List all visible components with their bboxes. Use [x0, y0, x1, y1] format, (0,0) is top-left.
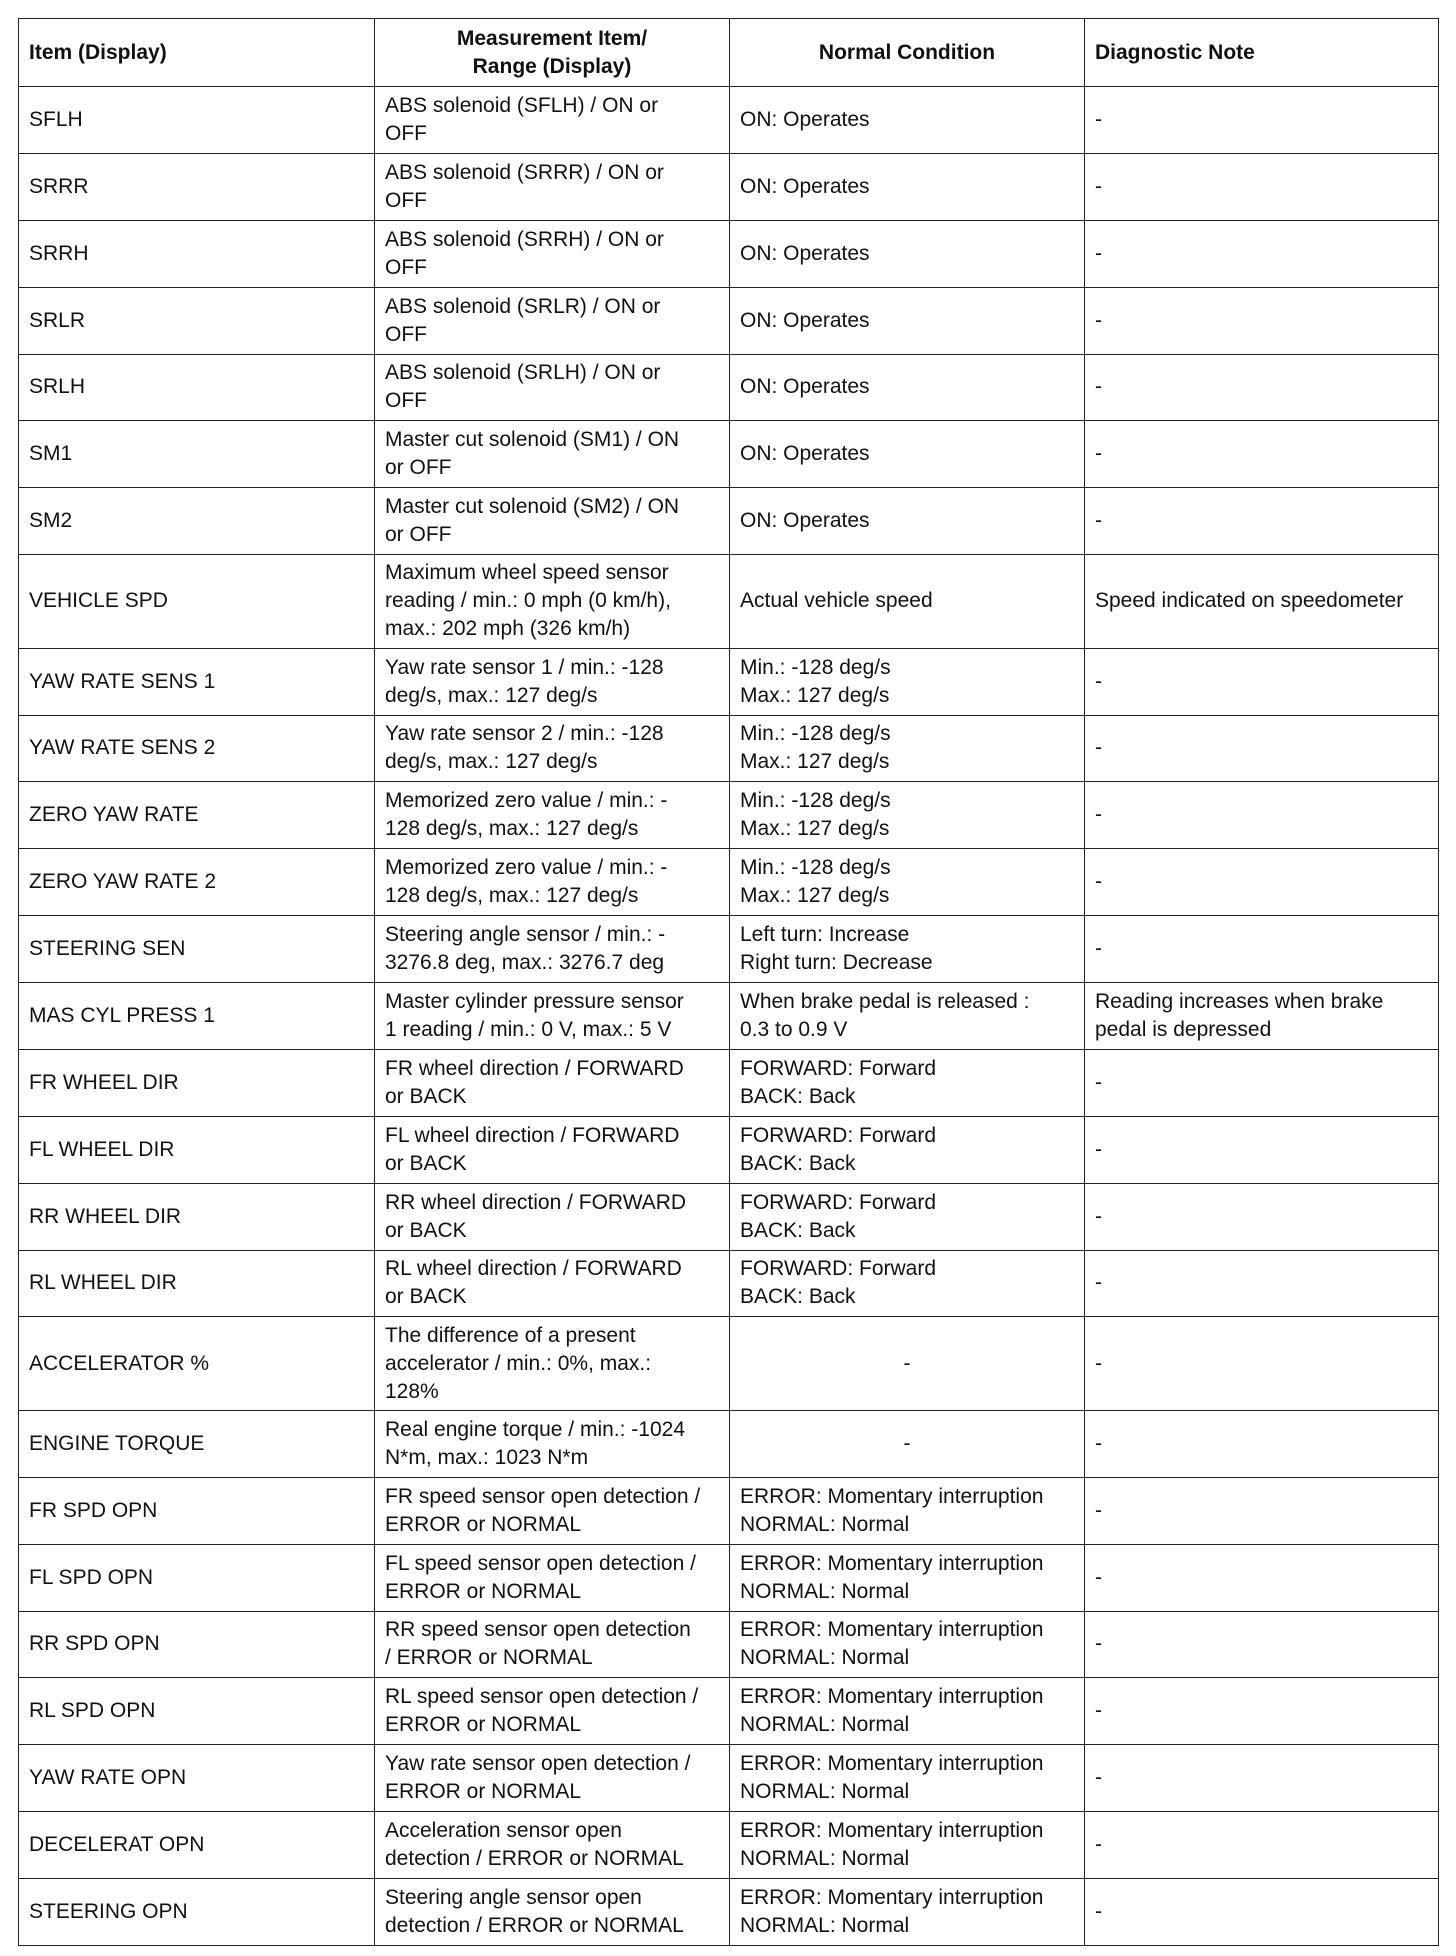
diagnostic-note-cell: - [1085, 1879, 1439, 1946]
item-cell: RR SPD OPN [19, 1611, 375, 1678]
diagnostic-note-cell: - [1085, 87, 1439, 154]
measurement-cell: Acceleration sensor open detection / ERROR or NORMAL [375, 1812, 730, 1879]
item-cell: STEERING SEN [19, 916, 375, 983]
normal-condition-cell: When brake pedal is released : 0.3 to 0.9 V [730, 983, 1085, 1050]
item-cell: RR WHEEL DIR [19, 1183, 375, 1250]
item-cell: YAW RATE SENS 1 [19, 648, 375, 715]
normal-condition-cell: ON: Operates [730, 220, 1085, 287]
table-row [19, 782, 1439, 849]
measurement-cell: Steering angle sensor / min.: - 3276.8 deg, max.: 3276.7 deg [375, 916, 730, 983]
measurement-cell: Maximum wheel speed sensor reading / min.: 0 mph (0 km/h), max.: 202 mph (326 km/h) [375, 555, 730, 649]
normal-condition-cell: FORWARD: Forward BACK: Back [730, 1049, 1085, 1116]
item-cell: FL SPD OPN [19, 1544, 375, 1611]
table-body [19, 87, 1439, 1946]
diagnostic-note-cell: - [1085, 916, 1439, 983]
diagnostic-note-cell: Reading increases when brake pedal is depressed [1085, 983, 1439, 1050]
table-row [19, 849, 1439, 916]
item-cell: FR SPD OPN [19, 1477, 375, 1544]
table-row [19, 1812, 1439, 1879]
normal-condition-cell: Actual vehicle speed [730, 555, 1085, 649]
item-cell: FR WHEEL DIR [19, 1049, 375, 1116]
normal-condition-cell: ON: Operates [730, 354, 1085, 421]
diagnostic-note-cell: - [1085, 782, 1439, 849]
table-row [19, 1049, 1439, 1116]
item-cell: ZERO YAW RATE [19, 782, 375, 849]
header-diagnostic-note: Diagnostic Note [1085, 19, 1439, 87]
table-row [19, 1410, 1439, 1477]
measurement-cell: The difference of a present accelerator / min.: 0%, max.: 128% [375, 1317, 730, 1411]
measurement-cell: ABS solenoid (SFLH) / ON or OFF [375, 87, 730, 154]
diagnostic-note-cell: - [1085, 421, 1439, 488]
item-cell: RL WHEEL DIR [19, 1250, 375, 1317]
diagnostic-note-cell: - [1085, 354, 1439, 421]
measurement-cell: Master cut solenoid (SM2) / ON or OFF [375, 488, 730, 555]
table-row [19, 555, 1439, 649]
item-cell: SFLH [19, 87, 375, 154]
measurement-cell: FL wheel direction / FORWARD or BACK [375, 1116, 730, 1183]
measurement-cell: Memorized zero value / min.: - 128 deg/s, max.: 127 deg/s [375, 782, 730, 849]
normal-condition-cell: ERROR: Momentary interruption NORMAL: Normal [730, 1544, 1085, 1611]
measurement-cell: Real engine torque / min.: -1024 N*m, max.: 1023 N*m [375, 1410, 730, 1477]
normal-condition-cell: FORWARD: Forward BACK: Back [730, 1116, 1085, 1183]
measurement-cell: RR wheel direction / FORWARD or BACK [375, 1183, 730, 1250]
table-row [19, 287, 1439, 354]
table-row [19, 220, 1439, 287]
table-row [19, 1745, 1439, 1812]
item-cell: RL SPD OPN [19, 1678, 375, 1745]
normal-condition-cell: ON: Operates [730, 87, 1085, 154]
table-row [19, 916, 1439, 983]
measurement-cell: RL speed sensor open detection / ERROR or NORMAL [375, 1678, 730, 1745]
diagnostic-note-cell: Speed indicated on speedometer [1085, 555, 1439, 649]
item-cell: SM1 [19, 421, 375, 488]
normal-condition-cell: Min.: -128 deg/s Max.: 127 deg/s [730, 648, 1085, 715]
item-cell: ENGINE TORQUE [19, 1410, 375, 1477]
diagnostic-note-cell: - [1085, 849, 1439, 916]
item-cell: YAW RATE SENS 2 [19, 715, 375, 782]
table-row [19, 488, 1439, 555]
item-cell: SRLH [19, 354, 375, 421]
diagnostic-note-cell: - [1085, 1812, 1439, 1879]
table-row [19, 1544, 1439, 1611]
table-row [19, 1678, 1439, 1745]
normal-condition-cell: ERROR: Momentary interruption NORMAL: Normal [730, 1812, 1085, 1879]
measurement-cell: Master cut solenoid (SM1) / ON or OFF [375, 421, 730, 488]
item-cell: SRLR [19, 287, 375, 354]
diagnostic-note-cell: - [1085, 1745, 1439, 1812]
diagnostic-note-cell: - [1085, 153, 1439, 220]
measurement-cell: Steering angle sensor open detection / ERROR or NORMAL [375, 1879, 730, 1946]
normal-condition-cell: ERROR: Momentary interruption NORMAL: Normal [730, 1745, 1085, 1812]
item-cell: VEHICLE SPD [19, 555, 375, 649]
measurement-cell: ABS solenoid (SRLR) / ON or OFF [375, 287, 730, 354]
normal-condition-cell: Min.: -128 deg/s Max.: 127 deg/s [730, 849, 1085, 916]
diagnostic-note-cell: - [1085, 1678, 1439, 1745]
normal-condition-cell: ON: Operates [730, 287, 1085, 354]
table-row [19, 1116, 1439, 1183]
diagnostic-note-cell: - [1085, 1544, 1439, 1611]
header-item: Item (Display) [19, 19, 375, 87]
measurement-cell: ABS solenoid (SRRH) / ON or OFF [375, 220, 730, 287]
diagnostic-note-cell: - [1085, 1250, 1439, 1317]
normal-condition-cell: - [730, 1410, 1085, 1477]
measurement-cell: Yaw rate sensor 1 / min.: -128 deg/s, max.: 127 deg/s [375, 648, 730, 715]
table-row [19, 983, 1439, 1050]
measurement-cell: Yaw rate sensor open detection / ERROR or NORMAL [375, 1745, 730, 1812]
measurement-cell: ABS solenoid (SRRR) / ON or OFF [375, 153, 730, 220]
table-row [19, 354, 1439, 421]
measurement-cell: FR speed sensor open detection / ERROR or NORMAL [375, 1477, 730, 1544]
table-row [19, 1317, 1439, 1411]
diagnostic-note-cell: - [1085, 1049, 1439, 1116]
measurement-cell: FR wheel direction / FORWARD or BACK [375, 1049, 730, 1116]
table-row [19, 1879, 1439, 1946]
diagnostic-note-cell: - [1085, 648, 1439, 715]
table-row [19, 1183, 1439, 1250]
normal-condition-cell: Min.: -128 deg/s Max.: 127 deg/s [730, 782, 1085, 849]
measurement-cell: RR speed sensor open detection / ERROR or NORMAL [375, 1611, 730, 1678]
normal-condition-cell: ON: Operates [730, 488, 1085, 555]
diagnostic-note-cell: - [1085, 1611, 1439, 1678]
header-normal-condition: Normal Condition [730, 19, 1085, 87]
diagnostic-note-cell: - [1085, 1410, 1439, 1477]
diagnostic-note-cell: - [1085, 287, 1439, 354]
item-cell: DECELERAT OPN [19, 1812, 375, 1879]
table-row [19, 87, 1439, 154]
measurement-cell: FL speed sensor open detection / ERROR or NORMAL [375, 1544, 730, 1611]
normal-condition-cell: Min.: -128 deg/s Max.: 127 deg/s [730, 715, 1085, 782]
diagnostic-note-cell: - [1085, 1317, 1439, 1411]
table-row [19, 648, 1439, 715]
measurement-cell: Memorized zero value / min.: - 128 deg/s, max.: 127 deg/s [375, 849, 730, 916]
normal-condition-cell: ON: Operates [730, 421, 1085, 488]
table-row [19, 715, 1439, 782]
item-cell: SRRH [19, 220, 375, 287]
measurement-cell: Master cylinder pressure sensor 1 reading / min.: 0 V, max.: 5 V [375, 983, 730, 1050]
measurement-cell: Yaw rate sensor 2 / min.: -128 deg/s, max.: 127 deg/s [375, 715, 730, 782]
measurement-cell: RL wheel direction / FORWARD or BACK [375, 1250, 730, 1317]
diagnostic-note-cell: - [1085, 715, 1439, 782]
item-cell: MAS CYL PRESS 1 [19, 983, 375, 1050]
normal-condition-cell: ERROR: Momentary interruption NORMAL: Normal [730, 1879, 1085, 1946]
normal-condition-cell: Left turn: Increase Right turn: Decrease [730, 916, 1085, 983]
diagnostic-note-cell: - [1085, 488, 1439, 555]
item-cell: FL WHEEL DIR [19, 1116, 375, 1183]
normal-condition-cell: FORWARD: Forward BACK: Back [730, 1250, 1085, 1317]
header-row [19, 19, 1439, 87]
diagnostic-note-cell: - [1085, 1477, 1439, 1544]
data-list-table [18, 18, 1439, 1946]
item-cell: YAW RATE OPN [19, 1745, 375, 1812]
table-row [19, 153, 1439, 220]
item-cell: SM2 [19, 488, 375, 555]
table-row [19, 421, 1439, 488]
normal-condition-cell: ON: Operates [730, 153, 1085, 220]
diagnostic-note-cell: - [1085, 1183, 1439, 1250]
header-measurement: Measurement Item/ Range (Display) [375, 19, 730, 87]
item-cell: STEERING OPN [19, 1879, 375, 1946]
diagnostic-note-cell: - [1085, 1116, 1439, 1183]
measurement-cell: ABS solenoid (SRLH) / ON or OFF [375, 354, 730, 421]
normal-condition-cell: - [730, 1317, 1085, 1411]
table-row [19, 1477, 1439, 1544]
normal-condition-cell: FORWARD: Forward BACK: Back [730, 1183, 1085, 1250]
table-row [19, 1250, 1439, 1317]
item-cell: ACCELERATOR % [19, 1317, 375, 1411]
diagnostic-note-cell: - [1085, 220, 1439, 287]
normal-condition-cell: ERROR: Momentary interruption NORMAL: Normal [730, 1678, 1085, 1745]
normal-condition-cell: ERROR: Momentary interruption NORMAL: Normal [730, 1477, 1085, 1544]
item-cell: SRRR [19, 153, 375, 220]
table-row [19, 1611, 1439, 1678]
normal-condition-cell: ERROR: Momentary interruption NORMAL: Normal [730, 1611, 1085, 1678]
item-cell: ZERO YAW RATE 2 [19, 849, 375, 916]
